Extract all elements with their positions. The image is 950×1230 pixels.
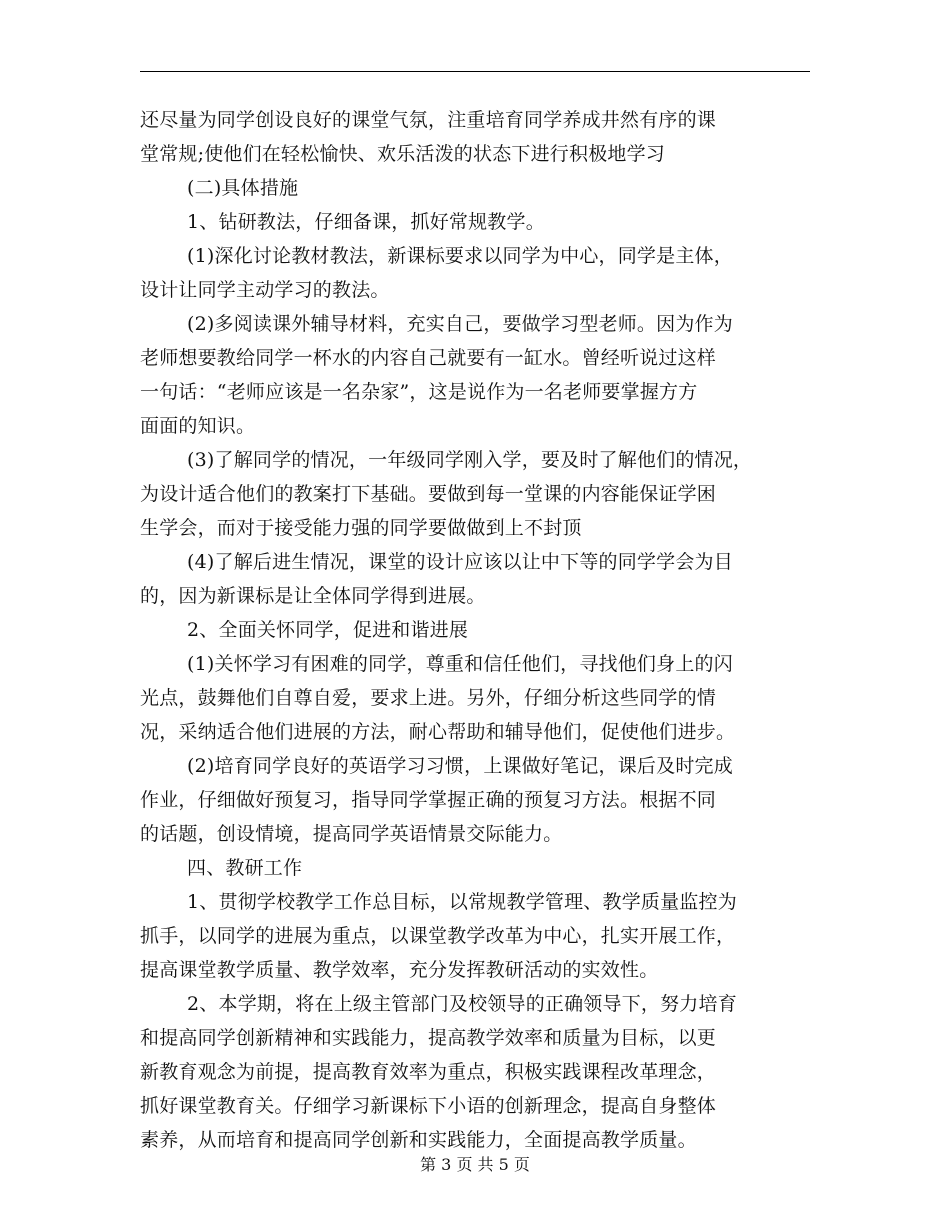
- text-line: 2、全面关怀同学，促进和谐进展: [187, 619, 469, 641]
- text-line: (2)多阅读课外辅导材料，充实自己，要做学习型老师。因为作为: [187, 313, 733, 335]
- text-line: 生学会，而对于接受能力强的同学要做做到上不封顶: [140, 517, 582, 539]
- text-line: 老师想要教给同学一杯水的内容自己就要有一缸水。曾经听说过这样: [140, 347, 717, 369]
- text-line: 为设计适合他们的教案打下基础。要做到每一堂课的内容能保证学困: [140, 483, 717, 505]
- text-line: 的话题，创设情境，提高同学英语情景交际能力。: [140, 823, 563, 845]
- text-line: 1、钻研教法，仔细备课，抓好常规教学。: [187, 211, 545, 233]
- text-line: 1、贯彻学校教学工作总目标，以常规教学管理、教学质量监控为: [187, 891, 737, 913]
- text-line: (1)深化讨论教材教法，新课标要求以同学为中心，同学是主体，: [187, 245, 733, 267]
- text-line: 的，因为新课标是让全体同学得到进展。: [140, 585, 486, 607]
- page-number: 第 3 页 共 5 页: [420, 1155, 530, 1174]
- text-line: (3)了解同学的情况，一年级同学刚入学，要及时了解他们的情况，: [187, 449, 753, 471]
- text-line: 面面的知识。: [140, 415, 256, 437]
- text-line: 抓手，以同学的进展为重点，以课堂教学改革为中心，扎实开展工作，: [140, 925, 736, 947]
- text-line: 还尽量为同学创设良好的课堂气氛，注重培育同学养成井然有序的课: [140, 109, 717, 131]
- text-line: (二)具体措施: [187, 177, 299, 199]
- text-line: 和提高同学创新精神和实践能力，提高教学效率和质量为目标，以更: [140, 1027, 717, 1049]
- text-line: (2)培育同学良好的英语学习习惯，上课做好笔记，课后及时完成: [187, 755, 733, 777]
- text-line: 提高课堂教学质量、教学效率，充分发挥教研活动的实效性。: [140, 959, 659, 981]
- text-line: 新教育观念为前提，提高教育效率为重点，积极实践课程改革理念，: [140, 1061, 717, 1083]
- text-line: 光点，鼓舞他们自尊自爱，要求上进。另外，仔细分析这些同学的情: [140, 687, 717, 709]
- text-line: 素养，从而培育和提高同学创新和实践能力，全面提高教学质量。: [140, 1129, 697, 1151]
- text-line: 抓好课堂教育关。仔细学习新课标下小语的创新理念，提高自身整体: [140, 1095, 717, 1117]
- text-line: (4)了解后进生情况，课堂的设计应该以让中下等的同学学会为目: [187, 551, 733, 573]
- text-line: 一句话：“老师应该是一名杂家”，这是说作为一名老师要掌握方方: [140, 381, 698, 403]
- text-line: 况，采纳适合他们进展的方法，耐心帮助和辅导他们，促使他们进步。: [140, 721, 736, 743]
- text-line: 设计让同学主动学习的教法。: [140, 279, 390, 301]
- text-line: 2、本学期，将在上级主管部门及校领导的正确领导下，努力培育: [187, 993, 737, 1015]
- text-line: 四、教研工作: [187, 857, 303, 879]
- text-line: 作业，仔细做好预复习，指导同学掌握正确的预复习方法。根据不同: [140, 789, 717, 811]
- text-line: (1)关怀学习有困难的同学，尊重和信任他们，寻找他们身上的闪: [187, 653, 733, 675]
- text-line: 堂常规;使他们在轻松愉快、欢乐活泼的状态下进行积极地学习: [140, 143, 666, 165]
